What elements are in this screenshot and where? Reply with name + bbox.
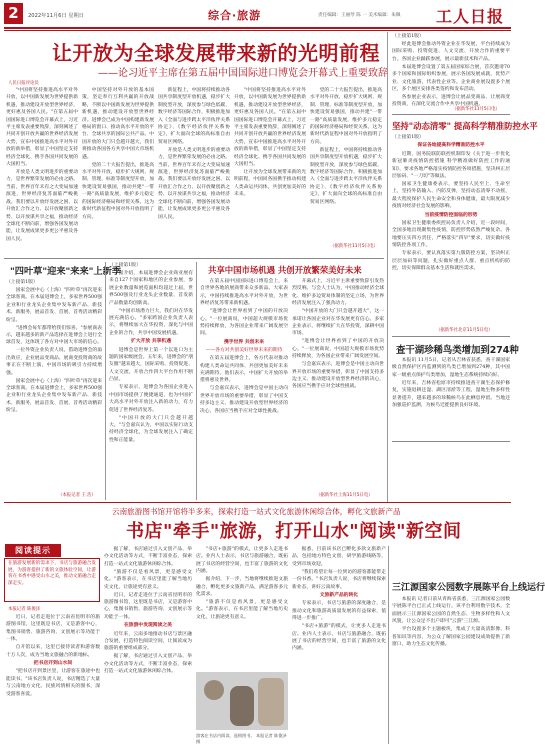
continued-tag: （上接第1版） (6, 280, 38, 285)
lead-paragraph: 开放是人类文明进步的重要动力，是世界繁荣发展的必由之路。当前，世界百年未有之大变局加速演进，世界经济复苏面临严峻挑战。我们要以开放纾发展之困、以开放汇合作之力、以开放聚创新之势、以开放谋共享之福，推动经济全球化不断向前，增强各国发展动能，让发展成果更多更公平惠及各国人民。 (6, 170, 78, 242)
epidemic-subhead: 保证各地提高科学精准防控水平 (417, 143, 485, 149)
column-divider (196, 262, 197, 500)
right-top-source: （据新华社11月5日电） (452, 107, 500, 112)
story-paragraph: "旅游不仅是看风景，更是感受文化。"游客表示，在书店里能了解当地历史文化，让旅途更有意义。 (196, 600, 288, 620)
bookstore-column-4 (292, 546, 386, 746)
bookstore-photo (196, 672, 288, 730)
market-subhead: 携手世界 共创未来 (223, 339, 265, 345)
lead-paragraph: 让开放为全球发展带来新的光明前程，中国同各国携手推动构建人类命运共同体，共创更加美好的未来。 (234, 170, 306, 198)
section-name: 综合·旅游 (208, 9, 262, 22)
bookstore-headline: 书店"牵手"旅游，打开山水"阅读"新空间 (126, 521, 462, 542)
lead-byline: 人民日报评论员 (8, 81, 39, 86)
section-divider (392, 336, 510, 337)
lead-paragraph: "中国将坚持推进高水平对外开放，以中国新发展为世界提供新机遇，推动建设开放型世界经济，更好惠及各国人民。"在第五届中国国际进口博览会开幕式上，习近平主席发表重要致辞，深刻阐述了共同开创开放共赢的世界经济发展大势，宣布中国推进高水平对外开放的新举措，彰显了中国坚定支持经济全球化、携手各国共同发展的大国担当。 (234, 88, 306, 168)
story-paragraph: "把书店开到景区里，让游客在旅途中也能读书。"该书店负责人说，书店精选了大量与云南地方文化、民族风情相关的图书，深受游客喜爱。 (6, 669, 100, 697)
story-paragraph: 经此进博会推动外资企业在华发展，平台持续成为国际采购、投资促进、人文交流、开放合作的重要平台。各国企业踊跃参展，展示最新技术和产品。 (392, 42, 510, 62)
story-paragraph: 各参展企业表示，进博会让展品变商品、让展商变投资商，在深化交流合作中共享中国机遇。 (392, 95, 510, 108)
lead-subheadline: ——论习近平主席在第五届中国国际进口博览会开幕式上重要致辞 (98, 68, 388, 79)
clover-source: （本报记者 王 浩） (58, 493, 96, 498)
story-paragraph: 本报讯 记者日前从青海省获悉，三江源国家公园数字展陈平台已正式上线运行。该平台利用数字技术，全面展示三江源国家公园的自然生态、生物多样性和人文风貌，让公众足不出户即可"云游"三江源。 (392, 597, 510, 625)
bookstore-column-1 (6, 614, 100, 746)
story-paragraph: 据介绍，下一步，当地将继续推进文旅融合，孵化更多文旅新产品，满足游客多元化需求。 (196, 577, 288, 598)
continued-tag: （上接第1版） (392, 34, 424, 39)
story-paragraph: 与会嘉宾表示，进博会是中国主动向世界开放市场的重要举措，彰显了中国支持多边主义、推动建设开放型世界经济的决心，各国应当携手应对全球性挑战。 (292, 362, 384, 390)
story-paragraph: 国家卫生健康委疾控局负责人介绍，近一段时间，全国多地出现聚集性疫情，防控形势依然严峻复杂。各地要压实四方责任，严格落实"四早"要求，切实做好疫情防控各项工作。 (392, 221, 510, 249)
story-paragraph: 与会嘉宾表示，进博会是中国主动向世界开放市场的重要举措，彰显了中国支持多边主义、推动建设开放型世界经济的决心，各国应当携手应对全球性挑战。 (200, 386, 288, 414)
section-divider (392, 441, 510, 442)
lead-column-3 (158, 87, 230, 253)
bookstore-subhead: 在旅游中发现阅读之美 (124, 623, 172, 629)
continued-tag: （上接第1版） (392, 135, 424, 140)
lead-paragraph: 党的二十大报告提出，推进高水平对外开放，稳步扩大规则、规制、管理、标准等制度型开放，加快建设贸易强国，推动共建"一带一路"高质量发展，维护多元稳定的国际经济格局和经贸关系。这为新时代新征程中国对外开放指明了方向。 (82, 162, 154, 220)
right-top-story (392, 33, 510, 108)
section-divider (4, 258, 384, 259)
page-number: 2 (4, 3, 23, 24)
lead-paragraph: 新征程上，中国将持续推动各国共享制度型开放机遇，稳步扩大制度型开放，深度参与绿色低碳、数字经济等国际合作，积极推进加入《全面与进步跨太平洋伙伴关系协定》、《数字经济伙伴关系协定》，扩大面向全球的高标准自由贸易区网络。 (310, 147, 382, 205)
market-story-col-1 (200, 278, 288, 498)
story-paragraph: 近年来，吉林省松原市持续推进查干湖生态保护修复，实施退耕还湿、湖区清淤等工程，湿地生物多样性显著提升，越来越多的珍稀候鸟在此栖息停留。当地还加强巡护监测，为候鸟迁徙提供良好环境。 (392, 380, 510, 409)
epidemic-story (392, 134, 510, 324)
sanjiangyuan-headline: 三江源国家公园数字展陈平台上线运行 (392, 583, 545, 593)
bookstore-subhead: 文旅新产品的转化 (319, 593, 359, 599)
masthead-rule-thin (4, 30, 511, 31)
lead-paragraph: 党的二十大报告提出，推进高水平对外开放，稳步扩大规则、规制、管理、标准等制度型开放，加快建设贸易强国，推动共建"一带一路"高质量发展，维护多元稳定的国际经济格局和经贸关系。这为新时代新征程中国对外开放指明了方向。 (310, 88, 382, 145)
photo-caption: 游客在书店内阅读、选购图书。 本报记者 陈俊泽摄 (196, 733, 287, 744)
column-divider (387, 32, 388, 502)
story-paragraph: 据了解，书店通过引入文创产品、举办文化活动等方式，不断丰富业态，探索打造一站式文化旅游休闲综合体。 (104, 654, 192, 675)
bookstore-byline: 本报记者 陈俊泽 (8, 607, 41, 612)
column-divider (105, 262, 106, 500)
story-paragraph: "我们希望让每一位到访的游客都能带走一份书香。"书店负责人说，书店将继续探索新业态，讲好云南故事。 (292, 569, 386, 590)
issue-date: 2022年11月6日 星期日 (28, 13, 84, 19)
story-paragraph: "中国开放的大门只会越开越大。"与会嘉宾认为，中国以实际行动支持经济全球化，为全球发展注入了确定性和正能量。 (109, 415, 193, 443)
story-paragraph: "书店+旅游"的模式，让更多人走进书店。业内人士表示，书店与旅游融合，既拓展了书店的经营空间，也丰富了旅游的文化内涵。 (196, 547, 288, 575)
story-paragraph: 自开馆以来，这里已接待读者和游客数十万人次，成为当地文旅融合的新地标。 (6, 645, 100, 658)
story-paragraph: 专家表示，要认真落实第九版防控方案，坚决纠正层层加码等问题，扎实做好重点人群、重点机构的防控，切实保障群众基本生活和就医需求。 (392, 251, 510, 272)
bookstore-column-3 (196, 546, 288, 670)
story-paragraph: 国家会展中心（上海）"四叶草"再次迎来全球客商。在本届进博会上，多家世界500强企业和行业龙头企业集中发布新产品、新技术、新服务，展品首发、首展、首秀活动精彩纷呈。 (6, 378, 102, 414)
clover-headline: "四叶草"迎来"来来"上新季 (10, 266, 122, 277)
bookstore-column-2 (104, 546, 192, 746)
market-story-col-2 (292, 278, 384, 490)
story-paragraph: 据悉，目前该书店已孵化多款文旅新产品，包括地方特色文创、研学旅游线路等，受到市场欢迎。 (292, 547, 386, 567)
story-paragraph: 据了解，书店通过引入文创产品、举办文化活动等方式，不断丰富业态，探索打造一站式文化旅游休闲综合体。 (104, 547, 192, 567)
story-paragraph: "进博会每年都带给我们惊喜。"参展商表示，越来越多的新产品选择在进博会上进行全球首发，这体现了各方对中国大市场的信心。 (6, 325, 102, 346)
masthead (0, 0, 515, 30)
column-divider (388, 546, 389, 744)
epidemic-subhead: 当前疫情防控面临的形势 (424, 212, 478, 218)
story-paragraph: 近日，记者走进位于云南省昆明市的旅游图书馆，这里既是书店，又是游客中心，集图书销售、旅游咨询、文创展示等功能于一体。 (104, 592, 192, 620)
story-paragraph: "进博会让世界看到了中国的开放决心。"一位展商说，中国超大规模市场优势持续释放，为各国企业带来广阔发展空间。 (200, 309, 288, 337)
story-paragraph: 在第五届中国国际进口博览会上，来自世界各地的展商带来众多新品。大家表示，中国持续推进高水平对外开放，为世界经济复苏带来新机遇。 (200, 279, 288, 307)
expo-continued-story (109, 262, 193, 498)
story-paragraph: 进博会是世界上第一个以进口为主题的国家级展会。五年来，进博会的"朋友圈"越来越大，国际采购、投资促进、人文交流、开放合作四大平台作用不断凸显。 (109, 347, 193, 383)
story-paragraph: 近期，国务院联防联控机制印发《关于进一步优化新冠肺炎疫情防控措施 科学精准做好防控工作的通知》，要求各地严格落实疫情防控各项措施，坚决纠正层层加码、"一刀切"等做法。 (392, 151, 510, 180)
lead-paragraph: 新征程上，中国将持续推动各国共享制度型开放机遇，稳步扩大制度型开放，深度参与绿色低碳、数字经济等国际合作，积极推进加入《全面与进步跨太平洋伙伴关系协定》、《数字经济伙伴关系协定》，扩大面向全球的高标准自由贸易区网络。 (158, 88, 230, 145)
lead-column-2 (82, 87, 154, 253)
reading-tip-tag: 阅读提示 (5, 544, 61, 557)
lead-column-4 (234, 87, 306, 253)
story-paragraph: "旅游不仅是看风景，更是感受文化。"游客表示，在书店里能了解当地历史文化，让旅途更有意义。 (104, 569, 192, 590)
market-source: （据新华社上海11月5日电） (316, 493, 373, 498)
story-paragraph: 专家表示，书店与旅游的深度融合，是推动文化和旅游高质量发展的有益探索，值得进一步推广。 (292, 601, 386, 622)
story-paragraph: "进博会让世界看到了中国的开放决心。"一位展商说，中国超大规模市场优势持续释放，为各国企业带来广阔发展空间。 (292, 339, 384, 360)
section-divider (4, 502, 511, 503)
lead-paragraph: "中国将坚持推进高水平对外开放，以中国新发展为世界提供新机遇，推动建设开放型世界经济，更好惠及各国人民。"在第五届中国国际进口博览会开幕式上，习近平主席发表重要致辞，深刻阐述了共同开创开放共赢的世界经济发展大势，宣布中国推进高水平对外开放的新举措，彰显了中国坚定支持经济全球化、携手各国共同发展的大国担当。 (6, 88, 78, 168)
lead-paragraph: 开放是人类文明进步的重要动力，是世界繁荣发展的必由之路。当前，世界百年未有之大变局加速演进，世界经济复苏面临严峻挑战。我们要以开放纾发展之困、以开放汇合作之力、以开放聚创新之势、以开放谋共享之福，推动经济全球化不断向前，增强各国发展动能，让发展成果更多更公平惠及各国人民。 (158, 147, 230, 220)
reading-tip-text: 在旅游发展新的需求下，书店与旅游融合发展，为游客提供了新的文旅体验空间，让游客在书香中感受山水之美，推动文旅融合走深走实。 (8, 561, 96, 586)
editor-credits: 责任编辑：王丽琴 陈 一 美术编辑：朱佩 (318, 13, 401, 18)
lead-paragraph: 中国坚持对外开放的基本国策，坚定奉行互利共赢的开放战略，不断以中国新发展为世界提供新机遇，推动建设开放型世界经济。进博会已成为中国构建新发展格局的窗口、推动高水平开放的平台、全球共享的国际公共产品。中国开放的大门只会越开越大，我们将推动各国各方共享中国大市场机遇。 (82, 88, 154, 160)
story-paragraph: 国家卫生健康委表示，要坚持人民至上、生命至上，坚持外防输入、内防反弹，坚持动态清零不动摇，最大程度保护人民生命安全和身体健康，最大限度减少疫情对经济社会发展的影响。 (392, 182, 510, 210)
lead-column-1 (6, 87, 78, 253)
market-headline: 共享中国市场机遇 共创开放繁荣美好未来 (208, 265, 362, 275)
lead-headline: 让开放为全球发展带来新的光明前程 (52, 41, 380, 65)
story-paragraph: 在第五届进博会上，各方代表对推动构建人类命运共同体、共创更加美好未来充满期待。他们表示，中国扩大开放的举措将惠及世界。 (200, 356, 288, 384)
story-paragraph: 本报讯 11月5日，记者从吉林省获悉，查干湖国家级自然保护区内监测到的鸟类已增加到274种，其中国家一级重点保护鸟类增加，湿地生态系统持续向好。 (392, 358, 510, 378)
newspaper-logo: 工人日报 (436, 7, 505, 26)
masthead-rule (4, 27, 511, 29)
story-paragraph: 国家会展中心（上海）"四叶草"再次迎来全球客商。在本届进博会上，多家世界500强企业和行业龙头企业集中发布新产品、新技术、新服务，展品首发、首展、首秀活动精彩纷呈。 (6, 288, 102, 323)
bookstore-subhead: 把书店开到山水间 (33, 661, 73, 667)
chagan-lake-story (392, 357, 510, 437)
chagan-lake-headline: 查干湖珍稀鸟类增加到274种 (396, 345, 519, 356)
bookstore-kicker: 云南旅游图书馆开馆将半多来，探索打造一站式文化旅游休闲综合体，孵化文旅新产品 (112, 507, 401, 516)
epidemic-source: （据新华社北京11月5日电） (436, 328, 493, 333)
clover-story (6, 279, 102, 499)
story-paragraph: 平台设置多个主题板块，集成了大量高清影像、科普知识等内容，为公众了解国家公园建设成效提供了新窗口，助力生态文化传播。 (392, 627, 510, 648)
story-paragraph: "书店+旅游"的模式，让更多人走进书店。业内人士表示，书店与旅游融合，既拓展了书店的经营空间，也丰富了旅游的文化内涵。 (292, 624, 386, 652)
lead-source: （据新华社11月5日电） (330, 244, 378, 249)
story-paragraph: 近年来，云南多地推动书店与景区融合发展，打造特色阅读空间，让阅读成为旅游的重要组成部分。 (104, 631, 192, 652)
story-paragraph: "中国市场潜力巨大，我们对在华发展充满信心。"多家跨国企业负责人表示，将继续加大在华投资，深化与中国企业的合作，共享中国发展机遇。 (109, 308, 193, 336)
market-kicker: ——各方对共创美好世界未来的期待 (205, 348, 283, 354)
story-paragraph: 专家表示，进博会为各国企业进入中国市场提供了便捷通道，也为中国扩大高水平对外开放注入新的动力，有力促进了世界经济复苏。 (109, 385, 193, 413)
story-paragraph: 近日，记者走进位于云南省昆明市的旅游图书馆，这里既是书店，又是游客中心，集图书销售、旅游咨询、文创展示等功能于一体。 (6, 615, 100, 643)
epidemic-headline: 坚持"动态清零" 提高科学精准防控水平 (392, 121, 538, 131)
expo-subhead: 扩大开放 共享机遇 (130, 339, 172, 345)
story-paragraph: "中国开放的大门只会越开越大"，这一承诺让各国企业对在华发展更有信心。多家企业表示，将继续扩大在华投资，深耕中国市场。 (292, 309, 384, 337)
lead-column-5 (310, 87, 382, 245)
continued-tag: （上接第1版） (109, 263, 141, 268)
sanjiangyuan-story (392, 596, 510, 746)
story-paragraph: 本届进博会设置了第五届国家综合展，首次邀请70多个国家和国际组织参展，展示各国发展成就、优势产业、文化旅游、代表性企业等。企业商业展设置多个展区，多个展区安排各类签约和发布活动。 (392, 64, 510, 93)
story-paragraph: 一位外资企业负责人说，借助进博会的溢出效应，企业展品变商品、展商变投资商的故事正在不断上演，中国市场的吸引力持续增强。 (6, 348, 102, 376)
story-paragraph: 开幕式上，习近平主席重要致辞引发热烈反响。与会人士认为，中国推动经济全球化、维护多边贸易体制的坚定立场，为世界经济发展注入了强劲动力。 (292, 279, 384, 307)
section-divider (392, 114, 510, 115)
story-paragraph: 据介绍，本届进博会企业商业展有来自127个国家和地区的企业参展，参展企业数量和展览面积均超过上届，世界500强及行业龙头企业数量、首发新产品数量均创新高。 (109, 271, 193, 306)
